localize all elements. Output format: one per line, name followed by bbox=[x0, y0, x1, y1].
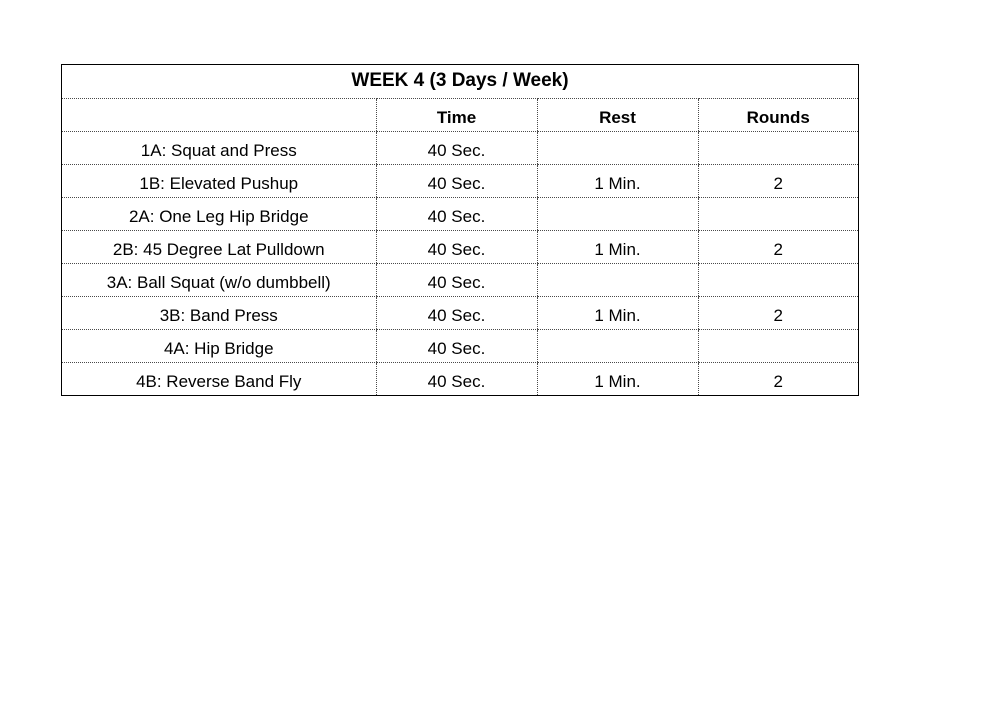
table-row bbox=[62, 362, 858, 395]
table-row bbox=[62, 263, 858, 296]
time-cell: 40 Sec. bbox=[376, 362, 537, 395]
exercise-cell: 4B: Reverse Band Fly bbox=[136, 372, 302, 391]
exercise-cell: 3B: Band Press bbox=[62, 296, 376, 329]
exercise-cell: 1A: Squat and Press bbox=[62, 131, 376, 164]
rounds-cell: 2 bbox=[698, 230, 858, 263]
rest-cell bbox=[537, 197, 698, 230]
rounds-cell: 2 bbox=[698, 164, 858, 197]
table-title: WEEK 4 (3 Days / Week) bbox=[62, 65, 858, 98]
title-row bbox=[62, 65, 858, 98]
time-cell: 40 Sec. bbox=[376, 329, 537, 362]
rounds-cell bbox=[698, 197, 858, 230]
time-cell: 40 Sec. bbox=[376, 263, 537, 296]
rounds-cell: 2 bbox=[698, 296, 858, 329]
table-row bbox=[62, 197, 858, 230]
header-rounds: Rounds bbox=[698, 98, 858, 131]
exercise-cell: 3A: Ball Squat (w/o dumbbell) bbox=[62, 263, 376, 296]
rest-cell bbox=[537, 329, 698, 362]
table-row bbox=[62, 164, 858, 197]
rounds-cell bbox=[698, 329, 858, 362]
time-cell: 40 Sec. bbox=[376, 296, 537, 329]
rest-cell: 1 Min. bbox=[537, 296, 698, 329]
rest-cell: 1 Min. bbox=[537, 362, 698, 395]
time-cell: 40 Sec. bbox=[376, 164, 537, 197]
rest-cell bbox=[537, 263, 698, 296]
rest-cell: 1 Min. bbox=[537, 230, 698, 263]
rounds-cell bbox=[698, 263, 858, 296]
time-cell: 40 Sec. bbox=[376, 131, 537, 164]
workout-table-frame bbox=[61, 64, 859, 396]
time-cell: 40 Sec. bbox=[376, 197, 537, 230]
table-row bbox=[62, 230, 858, 263]
exercise-cell: 2B: 45 Degree Lat Pulldown bbox=[62, 230, 376, 263]
table-row bbox=[62, 329, 858, 362]
table-row bbox=[62, 296, 858, 329]
rounds-cell: 2 bbox=[698, 362, 858, 395]
rounds-cell bbox=[698, 131, 858, 164]
exercise-cell: 1B: Elevated Pushup bbox=[62, 164, 376, 197]
header-exercise bbox=[62, 98, 376, 131]
rest-cell: 1 Min. bbox=[537, 164, 698, 197]
header-rest: Rest bbox=[537, 98, 698, 131]
header-time: Time bbox=[376, 98, 537, 131]
exercise-cell: 4A: Hip Bridge bbox=[62, 329, 376, 362]
header-row bbox=[62, 98, 858, 131]
table-row bbox=[62, 131, 858, 164]
time-cell: 40 Sec. bbox=[376, 230, 537, 263]
exercise-cell: 2A: One Leg Hip Bridge bbox=[62, 197, 376, 230]
rest-cell bbox=[537, 131, 698, 164]
workout-table bbox=[62, 65, 858, 395]
